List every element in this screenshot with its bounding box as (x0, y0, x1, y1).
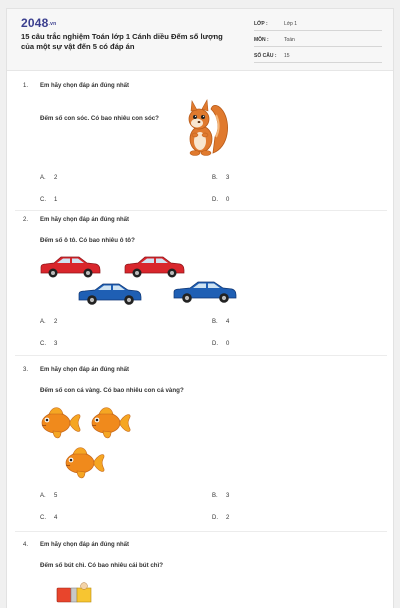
meta-value: 15 (284, 52, 290, 59)
document-page (6, 8, 394, 608)
goldfish-icon (89, 403, 131, 443)
meta-row-subject (254, 33, 382, 47)
question-divider (15, 210, 387, 211)
question-number: 3. (23, 367, 29, 373)
goldfish-icon (39, 403, 81, 443)
question-number: 2. (23, 217, 29, 223)
option-value: 2 (226, 515, 230, 521)
option-value: 1 (54, 197, 58, 203)
blue-car-icon (172, 279, 238, 305)
option-letter: B. (212, 493, 218, 499)
squirrel-icon (183, 97, 229, 157)
question-instruction: Em hãy chọn đáp án đúng nhất (40, 367, 130, 373)
option-letter: B. (212, 175, 218, 181)
option-c[interactable] (40, 515, 57, 521)
option-value: 0 (226, 197, 230, 203)
option-value: 0 (226, 341, 230, 347)
option-letter: A. (40, 175, 46, 181)
meta-label: MÔN : (254, 36, 269, 43)
question-number: 1. (23, 83, 29, 89)
meta-value: Toán (284, 36, 295, 43)
question-instruction: Em hãy chọn đáp án đúng nhất (40, 83, 130, 89)
question-divider (15, 355, 387, 356)
meta-row-count (254, 49, 382, 63)
option-value: 3 (54, 341, 58, 347)
meta-label: LỚP : (254, 20, 268, 27)
logo-main: 2048 (21, 16, 49, 30)
document-header (7, 9, 393, 71)
question-text: Đếm số ô tô. Có bao nhiêu ô tô? (40, 237, 135, 244)
option-value: 3 (226, 493, 230, 499)
option-b[interactable] (212, 175, 229, 181)
document-title: 15 câu trắc nghiệm Toán lớp 1 Cánh diều Đếm số lượng của một sự vật đến 5 có đáp án (21, 32, 223, 51)
question-text: Đếm số con cá vàng. Có bao nhiêu con cá vàng? (40, 387, 184, 394)
question-text: Đếm số bút chì. Có bao nhiêu cái bút chì? (40, 562, 164, 569)
pencil-icon (53, 582, 97, 602)
option-value: 4 (226, 319, 230, 325)
option-d[interactable] (212, 515, 229, 521)
option-value: 3 (226, 175, 230, 181)
meta-label: SỐ CÂU : (254, 52, 277, 59)
option-d[interactable] (212, 341, 229, 347)
option-b[interactable] (212, 493, 229, 499)
option-c[interactable] (40, 197, 57, 203)
logo-tld: .vn (48, 20, 57, 27)
meta-row-class (254, 17, 382, 31)
question-instruction: Em hãy chọn đáp án đúng nhất (40, 217, 130, 223)
option-a[interactable] (40, 175, 57, 181)
option-d[interactable] (212, 197, 229, 203)
option-value: 2 (54, 319, 58, 325)
question-number: 4. (23, 542, 29, 548)
option-value: 2 (54, 175, 58, 181)
meta-value: Lớp 1 (284, 20, 298, 27)
question-divider (15, 531, 387, 532)
site-logo[interactable] (21, 16, 56, 30)
option-a[interactable] (40, 493, 57, 499)
option-value: 4 (54, 515, 58, 521)
option-letter: D. (212, 341, 218, 347)
blue-car-icon (77, 281, 143, 307)
meta-panel (254, 17, 382, 65)
option-letter: A. (40, 319, 46, 325)
option-letter: A. (40, 493, 46, 499)
option-letter: B. (212, 319, 218, 325)
option-letter: C. (40, 341, 46, 347)
option-letter: D. (212, 515, 218, 521)
question-instruction: Em hãy chọn đáp án đúng nhất (40, 542, 130, 548)
option-b[interactable] (212, 319, 229, 325)
question-text: Đếm số con sóc. Có bao nhiêu con sóc? (40, 115, 159, 122)
option-letter: D. (212, 197, 218, 203)
option-letter: C. (40, 515, 46, 521)
option-value: 5 (54, 493, 58, 499)
red-car-icon (123, 255, 185, 279)
option-letter: C. (40, 197, 46, 203)
red-car-icon (39, 255, 101, 279)
option-a[interactable] (40, 319, 57, 325)
option-c[interactable] (40, 341, 57, 347)
goldfish-icon (63, 443, 105, 483)
